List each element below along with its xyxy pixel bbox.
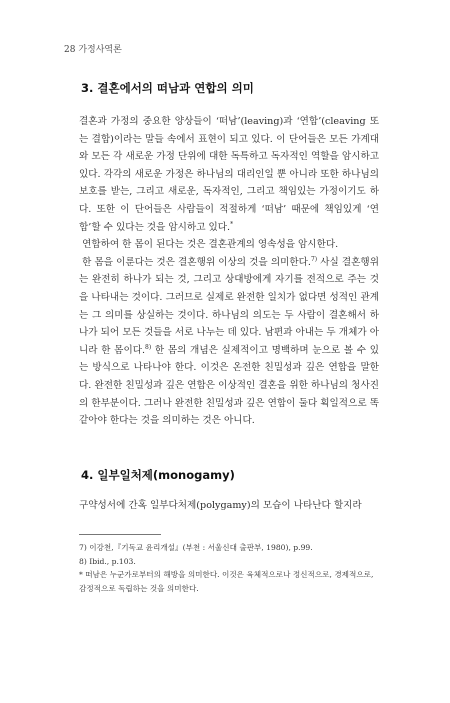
paragraph-1-text: 결혼과 가정의 중요한 양상들이 ‘떠남’(leaving)과 ‘연합’(cleaving 또는 결합)이라는 말들 속에서 표현이 되고 있다. 이 단어들은 모든 가계대와 모든 각 새로운 가정 단위에 대한 독특하고 독자적인 역할을 암시하고 있다. 각각의 새로운 가정은 하나님의 대리인일 뿐 아니라 또한 하나님의 보호를 받는, 그리고 새로운, 독자적인, 그리고 책임있는 가정이기도 하다. 또한 이 단어들은 사람들이 적절하게 ‘떠남’ 때문에 책임있게 ‘연합’할 수 있다는 것을 암시하고 있다. <box>79 116 379 233</box>
footnotes <box>79 541 379 595</box>
section-3-body <box>79 113 379 430</box>
running-head: 28 가정사역론 <box>64 45 122 55</box>
footnote-7: 7) 이강천,『기독교 윤리개설』(부천 : 서울신대 출판부, 1980), p.99. <box>79 543 313 552</box>
paragraph-3-text: 한 몸을 이룬다는 것은 결혼행위 이상의 것을 의미한다. <box>82 256 311 268</box>
footnote-star: * 떠남은 누군가로부터의 해방을 의미한다. 이것은 육체적으로나 정신적으로, 경제적으로, 감정적으로 독립하는 것을 의미한다. <box>79 570 374 593</box>
paragraph-3 <box>79 254 379 430</box>
footnote-rule <box>79 534 161 535</box>
section-4-heading: 4. 일부일처제(monogamy) <box>81 468 235 482</box>
paragraph-3-text-cont: 사실 결혼행위는 완전히 하나가 되는 것, 그리고 상대방에게 자기를 전적으로 주는 것을 나타내는 것이다. 그러므로 실제로 완전한 일치가 없다면 성적인 관계는 그 의미를 상실하는 것이다. 하나님의 의도는 두 사람이 결혼해서 하나가 되어 모든 것들을 서로 나누는 데 있다. 남편과 아내는 두 개체가 아니라 한 몸이다. <box>79 256 379 356</box>
section-3-heading: 3. 결혼에서의 떠남과 연합의 의미 <box>81 81 254 95</box>
section-4-body <box>79 497 379 515</box>
paragraph-2 <box>79 236 379 254</box>
footnote-mark-star: * <box>230 220 234 228</box>
paragraph-4: 구약성서에 간혹 일부다처제(polygamy)의 모습이 나타난다 할지라 <box>79 500 362 511</box>
footnote-mark-7: 7) <box>310 255 318 263</box>
footnote-8: 8) Ibid., p.103. <box>79 556 136 566</box>
paragraph-2-text: 연합하여 한 몸이 된다는 것은 결혼관계의 영속성을 암시한다. <box>82 239 339 251</box>
paragraph-1 <box>79 113 379 236</box>
paragraph-3-text-end: 한 몸의 개념은 실제적이고 명백하며 눈으로 볼 수 있는 방식으로 나타나야 한다. 이것은 온전한 친밀성과 깊은 연합을 말한다. 완전한 친밀성과 깊은 연합은 이상적인 결혼을 위한 하나님의 청사진의 한부분이다. 그러나 완전한 친밀성과 깊은 연합이 둘다 획일적으로 똑같아야 한다는 것을 의미하는 것은 아니다. <box>79 344 379 427</box>
footnote-mark-8: 8) <box>145 343 152 351</box>
